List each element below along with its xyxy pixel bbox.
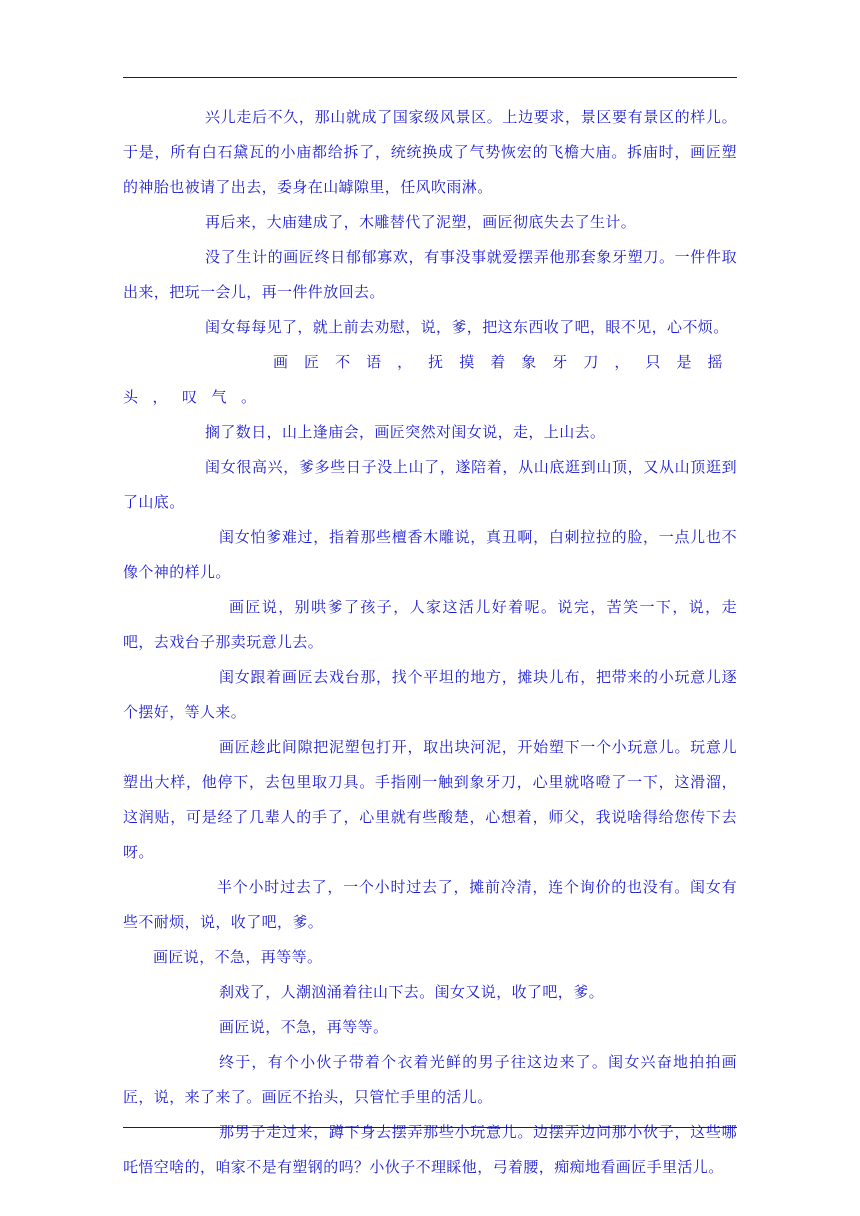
paragraph: 画匠说，别哄爹了孩子，人家这活儿好着呢。说完，苦笑一下，说，走吧，去戏台子那卖玩意儿去。 xyxy=(123,598,737,651)
document-body xyxy=(123,100,737,1185)
paragraph: 闺女很高兴，爹多些日子没上山了，遂陪着，从山底逛到山顶，又从山顶逛到了山底。 xyxy=(123,458,737,511)
paragraph: 画匠说，不急，再等等。 xyxy=(219,1018,389,1036)
paragraph: 闺女跟着画匠去戏台那，找个平坦的地方，摊块儿布，把带来的小玩意儿逐个摆好，等人来。 xyxy=(123,668,737,721)
paragraph: 兴儿走后不久，那山就成了国家级风景区。上边要求，景区要有景区的样儿。于是，所有白石黛瓦的小庙都给拆了，统统换成了气势恢宏的飞檐大庙。拆庙时，画匠塑的神胎也被请了出去，委身在山罅隙里，任风吹雨淋。 xyxy=(123,108,737,196)
paragraph: 刹戏了，人潮汹涌着往山下去。闺女又说，收了吧，爹。 xyxy=(219,983,605,1001)
paragraph: 闺女每每见了，就上前去劝慰，说，爹，把这东西收了吧，眼不见，心不烦。 xyxy=(205,318,729,336)
paragraph: 那男子走过来，蹲下身去摆弄那些小玩意儿。边摆弄边问那小伙子，这些哪吒悟空啥的，咱家不是有塑钢的吗？小伙子不理睬他，弓着腰，痴痴地看画匠手里活儿。 xyxy=(123,1123,737,1176)
paragraph: 再后来，大庙建成了，木雕替代了泥塑，画匠彻底失去了生计。 xyxy=(205,213,637,231)
paragraph: 终于，有个小伙子带着个衣着光鲜的男子往这边来了。闺女兴奋地拍拍画匠，说，来了来了。画匠不抬头，只管忙手里的活儿。 xyxy=(123,1053,737,1106)
paragraph: 闺女怕爹难过，指着那些檀香木雕说，真丑啊，白刺拉拉的脸，一点儿也不像个神的样儿。 xyxy=(123,528,737,581)
paragraph: 没了生计的画匠终日郁郁寡欢，有事没事就爱摆弄他那套象牙塑刀。一件件取出来，把玩一会儿，再一件件放回去。 xyxy=(123,248,737,301)
paragraph: 画匠不语，抚摸着象牙刀，只是摇头，叹气。 xyxy=(123,353,737,406)
paragraph: 半个小时过去了，一个小时过去了，摊前冷清，连个询价的也没有。闺女有些不耐烦，说，收了吧，爹。 xyxy=(123,878,737,931)
paragraph: 搁了数日，山上逢庙会，画匠突然对闺女说，走，上山去。 xyxy=(205,423,606,441)
header-rule xyxy=(123,77,737,78)
footer-rule xyxy=(123,1127,737,1128)
paragraph: 画匠说，不急，再等等。 xyxy=(153,948,323,966)
paragraph: 画匠趁此间隙把泥塑包打开，取出块河泥，开始塑下一个小玩意儿。玩意儿塑出大样，他停下，去包里取刀具。手指刚一触到象牙刀，心里就咯噔了一下，这滑溜，这润贴，可是经了几辈人的手了，心里就有些酸楚，心想着，师父，我说啥得给您传下去呀。 xyxy=(123,738,737,861)
